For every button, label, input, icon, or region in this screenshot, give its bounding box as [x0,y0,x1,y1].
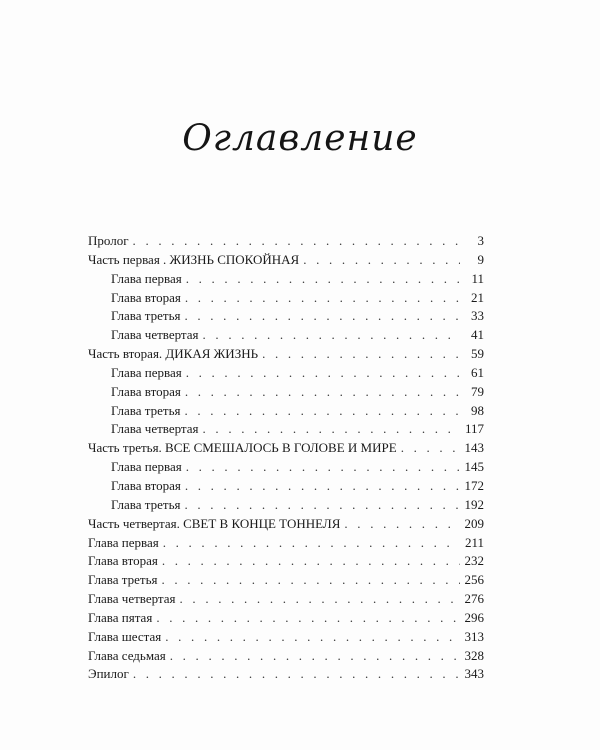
toc-dot-leader [186,458,460,477]
toc-entry-title: Глава вторая [88,553,158,569]
toc-dot-leader [186,270,460,289]
toc-dot-leader [163,534,460,553]
toc-entry-page-number: 59 [471,346,484,362]
toc-dot-leader [184,307,460,326]
toc-dot-leader [161,571,460,590]
toc-entry-page-number: 256 [464,572,484,588]
toc-dot-leader [184,496,460,515]
toc-entry-title: Глава третья [111,402,181,418]
toc-entry [88,232,484,251]
toc-entry-page-number: 143 [464,440,484,456]
toc-entry [88,477,484,496]
toc-entry [88,571,484,590]
toc-dot-leader [344,515,460,534]
toc-entry-title: Часть вторая. ДИКАЯ ЖИЗНЬ [88,346,259,362]
toc-dot-leader [156,609,460,628]
toc-entry-page-number: 296 [464,609,484,625]
toc-entry-page-number: 33 [471,308,484,324]
toc-entry-page-number: 276 [464,591,484,607]
toc-entry-page-number: 61 [471,364,484,380]
toc-entry [88,402,484,421]
toc-entry-page-number: 313 [464,628,484,644]
toc-entry-page-number: 21 [471,289,484,305]
toc-entry-title: Эпилог [88,666,129,682]
toc-entry-page-number: 211 [464,534,484,550]
table-of-contents [88,232,484,684]
toc-entry-title: Часть третья. ВСЕ СМЕШАЛОСЬ В ГОЛОВЕ И МИРЕ [88,440,397,456]
toc-dot-leader [180,590,460,609]
toc-entry-page-number: 79 [471,383,484,399]
toc-entry [88,420,484,439]
toc-dot-leader [186,364,460,383]
toc-entry-page-number: 98 [471,402,484,418]
toc-entry [88,458,484,477]
toc-dot-leader [203,326,460,345]
toc-entry-page-number: 9 [477,251,484,267]
toc-entry-title: Часть четвертая. СВЕТ В КОНЦЕ ТОННЕЛЯ [88,515,341,531]
toc-entry [88,665,484,684]
toc-entry [88,251,484,270]
page-title: Оглавление [182,118,418,159]
toc-entry [88,383,484,402]
toc-entry-title: Глава вторая [111,289,181,305]
toc-dot-leader [133,665,460,684]
toc-entry-page-number: 41 [471,327,484,343]
toc-entry [88,496,484,515]
toc-entry [88,552,484,571]
toc-entry-title: Глава вторая [111,383,181,399]
toc-entry-page-number: 117 [464,421,484,437]
toc-dot-leader [262,345,460,364]
toc-entry [88,270,484,289]
toc-dot-leader [170,647,460,666]
toc-dot-leader [185,289,460,308]
toc-entry-title: Глава четвертая [88,591,176,607]
toc-dot-leader [165,628,460,647]
toc-entry-title: Глава третья [88,572,158,588]
toc-entry [88,628,484,647]
toc-entry-title: Глава первая [111,364,182,380]
toc-entry-page-number: 192 [464,496,484,512]
toc-entry [88,609,484,628]
toc-entry [88,326,484,345]
toc-entry-page-number: 11 [471,270,484,286]
toc-entry [88,345,484,364]
toc-dot-leader [184,402,460,421]
toc-entry-title: Пролог [88,233,129,248]
toc-entry-title: Глава четвертая [111,421,199,437]
toc-entry [88,515,484,534]
toc-entry-title: Глава третья [111,496,181,512]
toc-entry-title: Глава шестая [88,628,162,644]
toc-dot-leader [185,477,460,496]
toc-entry-title: Глава пятая [88,609,153,625]
toc-entry-page-number: 209 [464,515,484,531]
toc-entry-page-number: 343 [464,666,484,682]
toc-dot-leader [185,383,460,402]
toc-dot-leader [133,232,460,251]
toc-entry [88,364,484,383]
toc-entry [88,439,484,458]
toc-entry-page-number: 3 [477,233,484,248]
toc-dot-leader [401,439,460,458]
toc-entry-title: Глава первая [88,534,159,550]
toc-dot-leader [162,552,460,571]
toc-entry-title: Глава первая [111,270,182,286]
toc-entry-title: Глава первая [111,459,182,475]
toc-entry [88,534,484,553]
toc-entry [88,590,484,609]
toc-dot-leader [203,420,460,439]
toc-entry-page-number: 328 [464,647,484,663]
toc-entry [88,307,484,326]
toc-entry-title: Глава вторая [111,477,181,493]
toc-entry-title: Часть первая . ЖИЗНЬ СПОКОЙНАЯ [88,251,300,267]
toc-entry-title: Глава седьмая [88,647,166,663]
toc-entry-page-number: 145 [464,459,484,475]
toc-entry [88,647,484,666]
toc-entry [88,289,484,308]
toc-entry-page-number: 232 [464,553,484,569]
toc-entry-title: Глава третья [111,308,181,324]
toc-dot-leader [303,251,460,270]
toc-entry-title: Глава четвертая [111,327,199,343]
toc-entry-page-number: 172 [464,477,484,493]
